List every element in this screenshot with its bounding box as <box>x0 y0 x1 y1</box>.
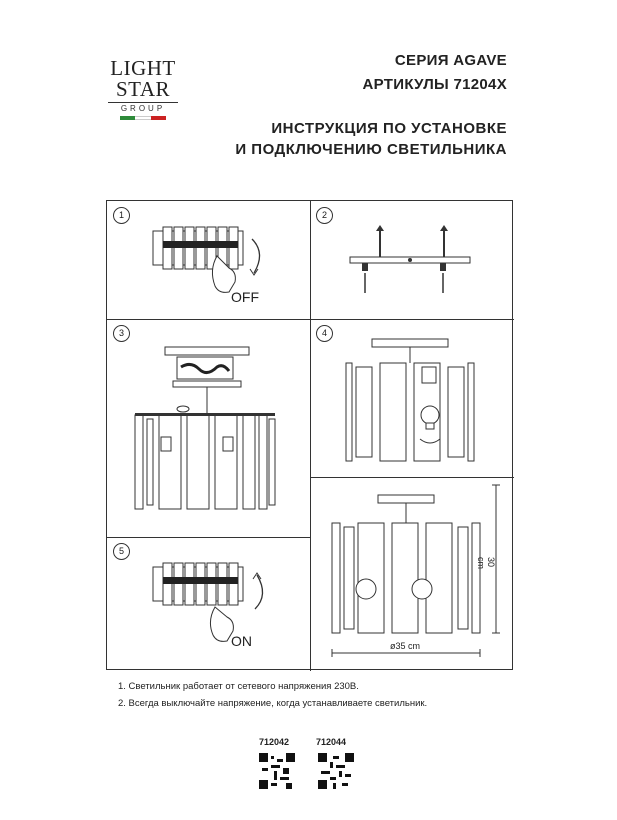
instruction-title-line-1: ИНСТРУКЦИЯ ПО УСТАНОВКЕ <box>271 120 507 137</box>
mounting-bracket-illustration <box>310 201 514 319</box>
brand-logo <box>108 58 178 120</box>
on-label: ON <box>231 633 252 649</box>
series-title: СЕРИЯ AGAVE <box>394 52 507 69</box>
instruction-title-line-2: И ПОДКЛЮЧЕНИЮ СВЕТИЛЬНИКА <box>235 141 507 158</box>
instruction-grid <box>106 200 513 670</box>
bulb-installation-illustration <box>310 319 514 477</box>
logo-line-2: STAR <box>116 77 170 101</box>
note-2: 2. Всегда выключайте напряжение, когда устанавливаете светильник. <box>118 698 428 709</box>
step-3-panel <box>107 319 310 537</box>
step-3-number: 3 <box>113 325 130 342</box>
step-2-panel <box>310 201 514 319</box>
italian-flag-stripe <box>120 116 166 120</box>
step-2-number: 2 <box>316 207 333 224</box>
off-label: OFF <box>231 289 259 305</box>
product-code-1: 712042 <box>259 737 290 747</box>
step-1-panel <box>107 201 310 319</box>
qr-code-1-icon <box>259 753 295 789</box>
logo-line-1: LIGHT <box>110 56 176 80</box>
logo-line-3: GROUP <box>108 102 178 113</box>
step-4-number: 4 <box>316 325 333 342</box>
step-5-panel <box>107 537 310 671</box>
notes-block <box>118 678 427 712</box>
articles-title: АРТИКУЛЫ 71204X <box>362 76 507 93</box>
breaker-on-illustration <box>107 537 310 671</box>
height-dimension-label: 30 cm <box>476 557 496 569</box>
step-1-number: 1 <box>113 207 130 224</box>
dimensions-panel <box>310 477 514 671</box>
breaker-off-illustration <box>107 201 310 319</box>
qr-code-2-icon <box>318 753 354 789</box>
wiring-connection-illustration <box>107 319 310 537</box>
diameter-dimension-label: ø35 cm <box>390 641 421 651</box>
step-4-panel <box>310 319 514 477</box>
product-code-2: 712044 <box>316 737 347 747</box>
note-1: 1. Светильник работает от сетевого напряжения 230В. <box>118 681 359 692</box>
step-5-number: 5 <box>113 543 130 560</box>
